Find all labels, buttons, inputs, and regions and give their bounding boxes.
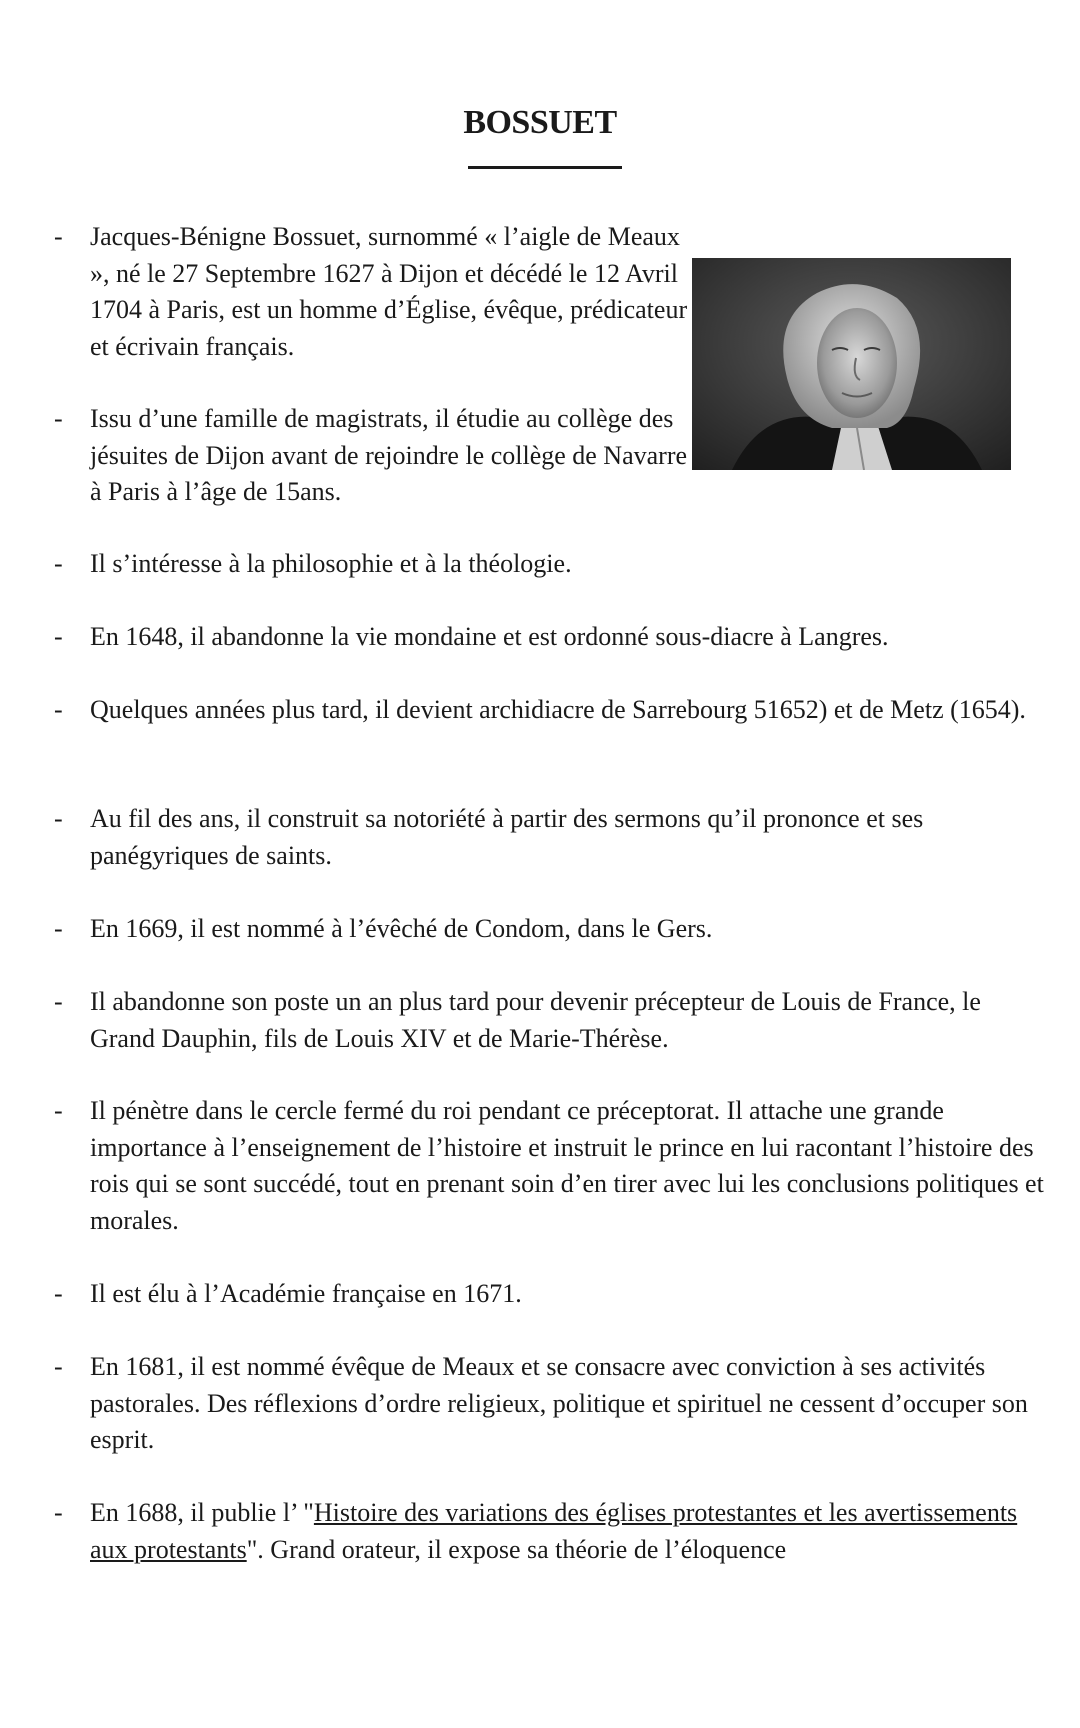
- list-dash: -: [54, 1279, 63, 1308]
- portrait-image: [692, 258, 1011, 470]
- list-dash: -: [54, 549, 63, 578]
- list-item-text: Au fil des ans, il construit sa notoriété à partir des sermons qu’il prononce et ses panégyriques de saints.: [90, 804, 924, 870]
- text-before-title: En 1688, il publie l’ ": [90, 1498, 314, 1527]
- list-dash: -: [54, 987, 63, 1016]
- text-after-title: ". Grand orateur, il expose sa théorie de l’éloquence: [246, 1534, 787, 1564]
- list-dash: -: [54, 622, 63, 651]
- list-item-text: Il est élu à l’Académie française en 1671.: [90, 1279, 522, 1308]
- portrait-engraving-icon: [692, 258, 1011, 470]
- list-item-text: Jacques-Bénigne Bossuet, surnommé « l’aigle de Meaux », né le 27 Septembre 1627 à Dijon et décédé le 12 Avril 1704 à Paris, est un homme d’Église, évêque, prédicateur et écrivain français.: [90, 222, 688, 361]
- list-dash: -: [54, 404, 63, 433]
- list-item-text: En 1681, il est nommé évêque de Meaux et se consacre avec conviction à ses activités pastorales. Des réflexions d’ordre religieux, politique et spirituel ne cessent d’occuper son esprit.: [90, 1352, 1028, 1454]
- list-dash: -: [54, 222, 63, 251]
- list-dash: -: [54, 1498, 63, 1527]
- list-item-text: En 1648, il abandonne la vie mondaine et est ordonné sous-diacre à Langres.: [90, 622, 889, 651]
- book-title: Histoire des variations des églises protestantes et les avertissements aux protestants: [90, 1498, 1018, 1564]
- list-item-text: Il pénètre dans le cercle fermé du roi pendant ce préceptorat. Il attache une grande importance à l’enseignement de l’histoire et instruit le prince en lui racontant l’histoire des rois qui se sont succédé, tout en prenant soin d’en tirer avec lui les conclusions politiques et morales.: [90, 1096, 1044, 1235]
- list-dash: -: [54, 695, 63, 724]
- list-item-text: Quelques années plus tard, il devient archidiacre de Sarrebourg 51652) et de Metz (1654).: [90, 695, 1026, 724]
- list-dash: -: [54, 1096, 63, 1125]
- list-dash: -: [54, 804, 63, 833]
- list-dash: -: [54, 1352, 63, 1381]
- list-dash: -: [54, 914, 63, 943]
- list-item-text: Issu d’une famille de magistrats, il étudie au collège des jésuites de Dijon avant de rejoindre le collège de Navarre à Paris à l’âge de 15ans.: [90, 404, 688, 506]
- list-item-text: Il s’intéresse à la philosophie et à la théologie.: [90, 549, 572, 578]
- list-item-text: [90, 1495, 1044, 1568]
- title-underline: [468, 166, 622, 169]
- list-item-text: Il abandonne son poste un an plus tard pour devenir précepteur de Louis de France, le Grand Dauphin, fils de Louis XIV et de Marie-Thérèse.: [90, 987, 981, 1053]
- page-title: BOSSUET: [463, 104, 617, 141]
- list-item-text: En 1669, il est nommé à l’évêché de Condom, dans le Gers.: [90, 914, 713, 943]
